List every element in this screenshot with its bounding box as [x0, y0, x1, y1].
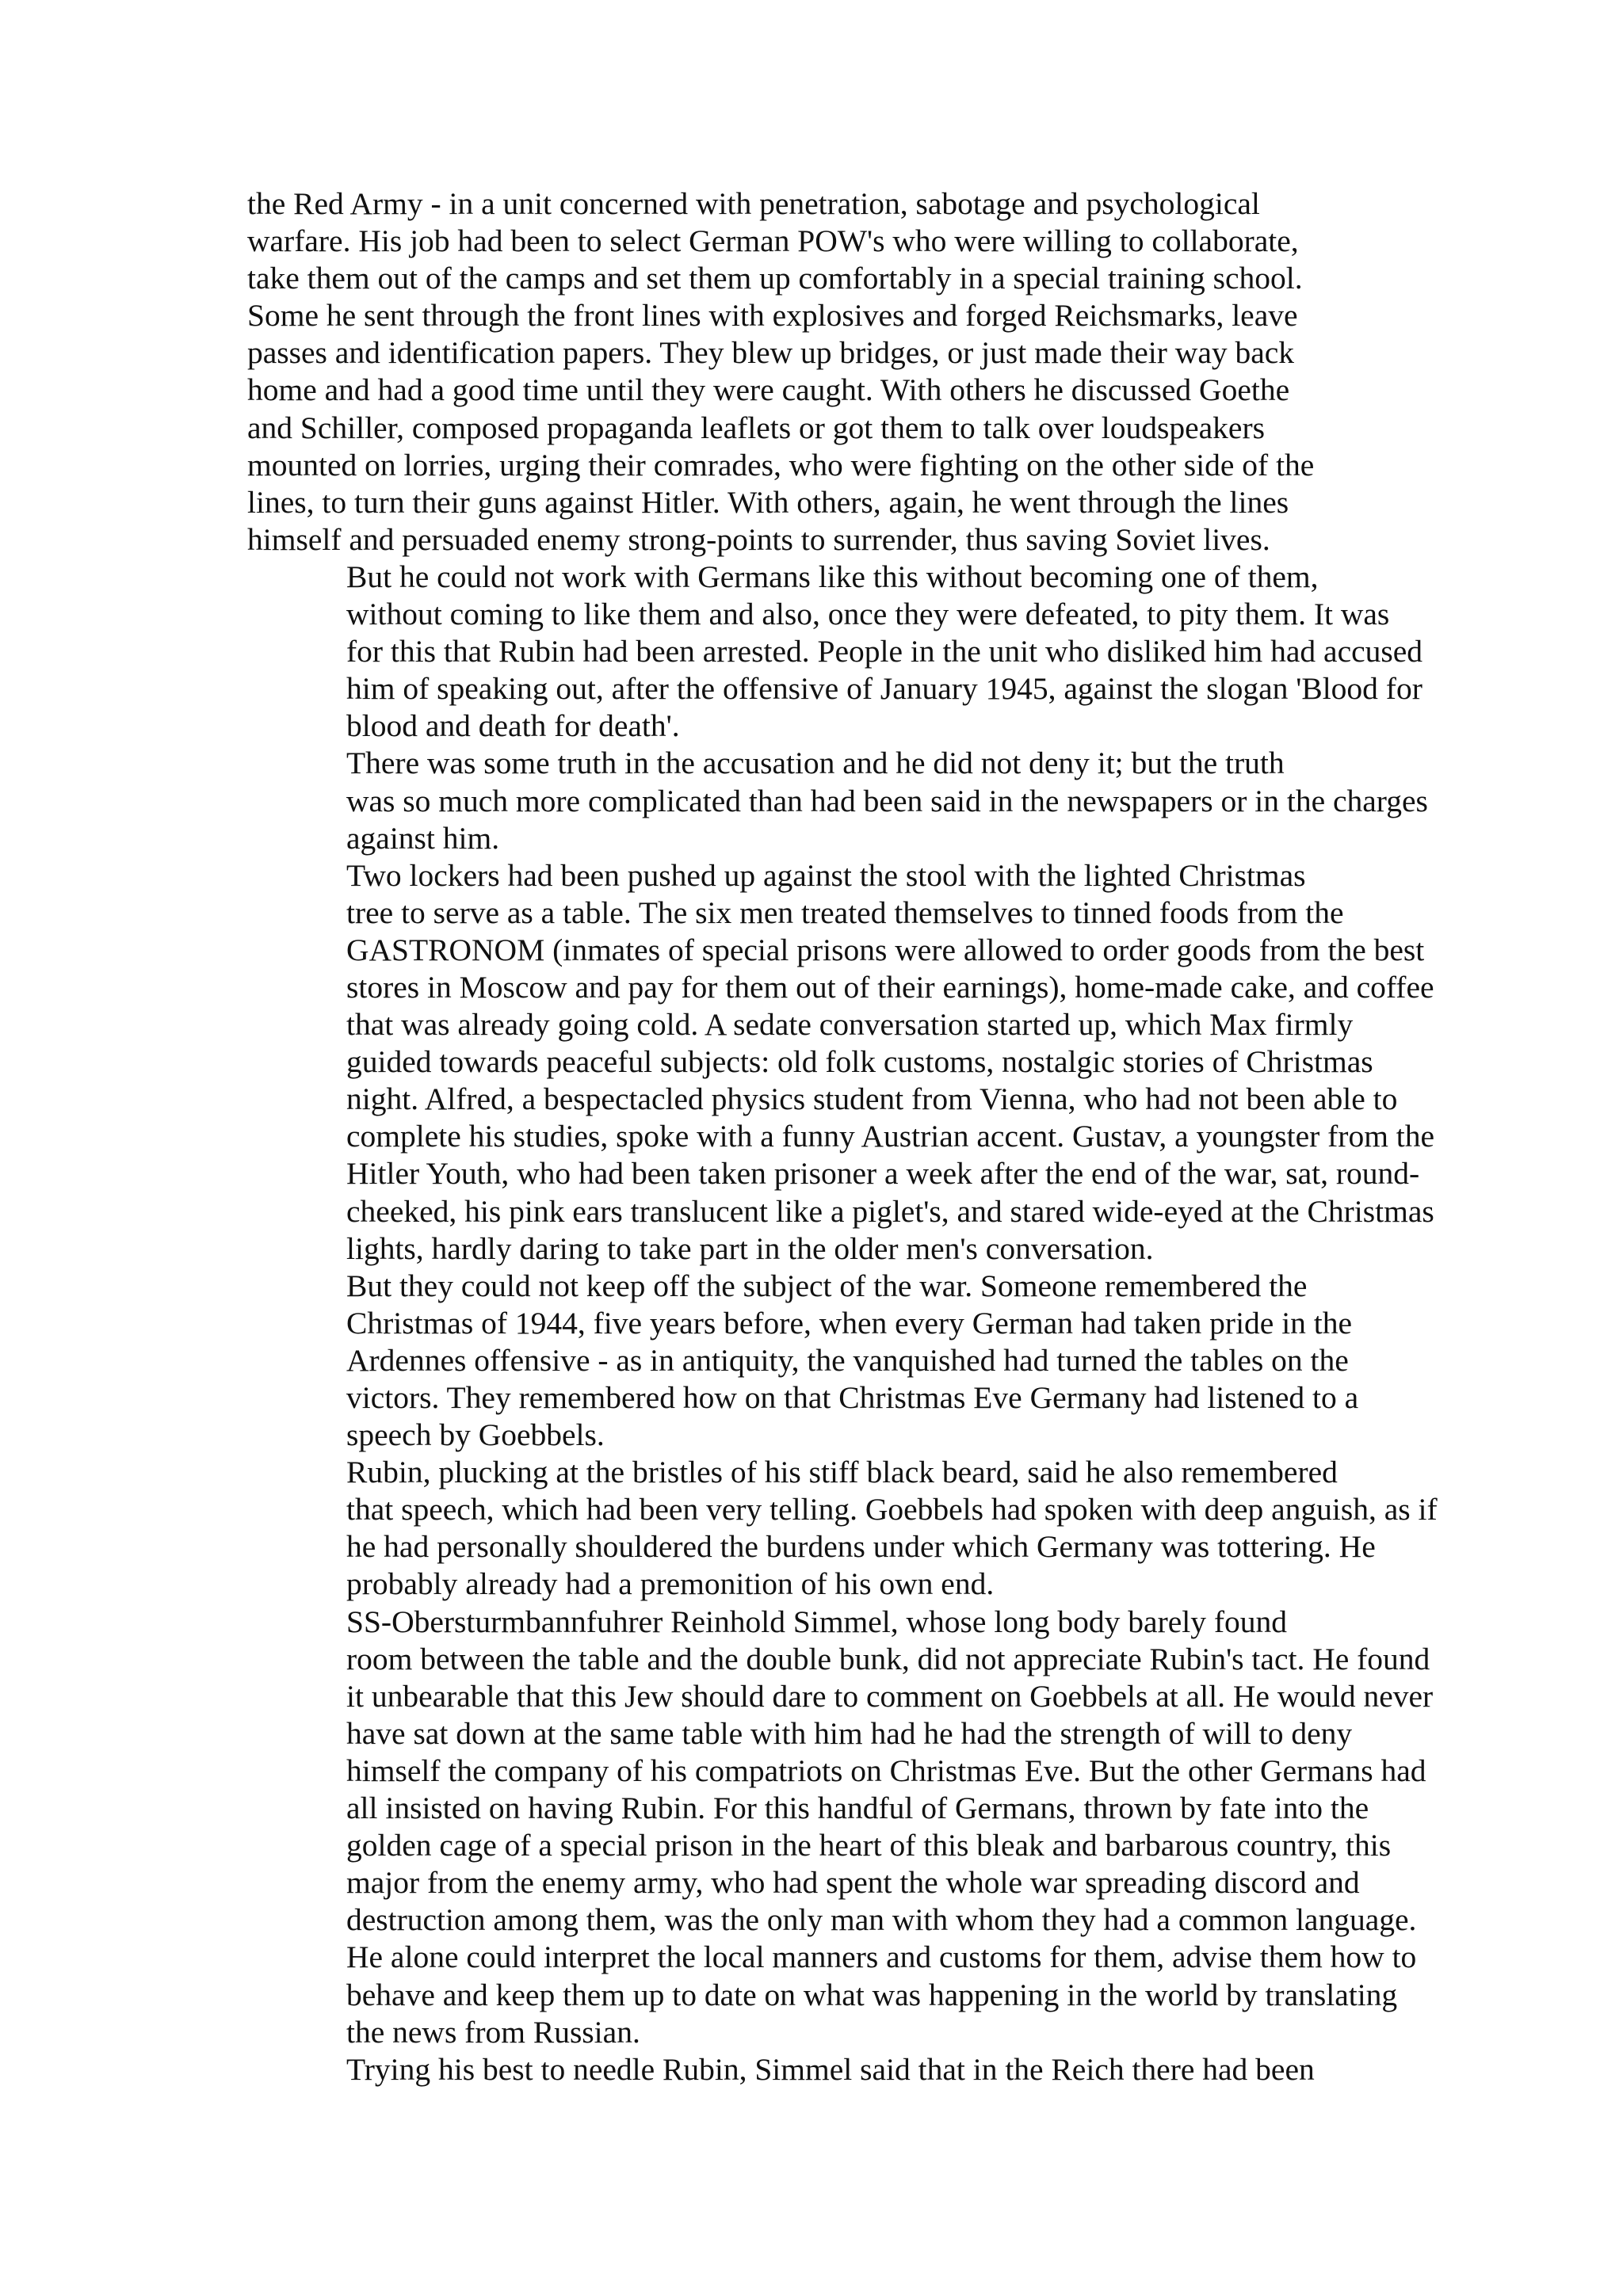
text-line: warfare. His job had been to select German POW's who were willing to collaborate, [247, 223, 1299, 259]
text-line: tree to serve as a table. The six men treated themselves to tinned foods from the [346, 894, 1344, 930]
text-line: GASTRONOM (inmates of special prisons were allowed to order goods from the best [346, 932, 1425, 967]
paragraph [247, 1604, 1434, 2051]
text-line: cheeked, his pink ears translucent like a piglet's, and stared wide-eyed at the Christmas [346, 1193, 1434, 1229]
text-line: Two lockers had been pushed up against the stool with the lighted Christmas [346, 857, 1306, 893]
text-line: Hitler Youth, who had been taken prisoner a week after the end of the war, sat, round- [346, 1156, 1420, 1192]
text-line: the news from Russian. [346, 2014, 640, 2050]
text-line: and Schiller, composed propaganda leaflets or got them to talk over loudspeakers [247, 410, 1265, 445]
text-line: blood and death for death'. [346, 708, 680, 744]
text-line: probably already had a premonition of his own end. [346, 1566, 995, 1602]
text-line: him of speaking out, after the offensive of January 1945, against the slogan 'Blood for [346, 671, 1423, 707]
text-line: without coming to like them and also, once they were defeated, to pity them. It was [346, 597, 1390, 632]
paragraph [247, 559, 1423, 745]
text-line: SS-Obersturmbannfuhrer Reinhold Simmel, whose long body barely found [346, 1604, 1288, 1639]
text-line: all insisted on having Rubin. For this handful of Germans, thrown by fate into the [346, 1791, 1369, 1826]
text-line: guided towards peaceful subjects: old folk customs, nostalgic stories of Christmas [346, 1044, 1373, 1080]
text-line: behave and keep them up to date on what was happening in the world by translating [346, 1977, 1398, 2012]
text-line: stores in Moscow and pay for them out of their earnings), home-made cake, and coffee [346, 969, 1434, 1005]
paragraph [247, 185, 1398, 559]
text-line: Ardennes offensive - as in antiquity, the vanquished had turned the tables on the [346, 1342, 1349, 1378]
text-line: was so much more complicated than had been said in the newspapers or in the charges [346, 783, 1428, 818]
text-line: against him. [346, 820, 500, 856]
text-line: himself the company of his compatriots on Christmas Eve. But the other Germans had [346, 1753, 1426, 1788]
text-line: speech by Goebbels. [346, 1417, 605, 1453]
text-line: have sat down at the same table with him had he had the strength of will to deny [346, 1715, 1353, 1751]
paragraph [247, 857, 1435, 1268]
text-line: room between the table and the double bunk, did not appreciate Rubin's tact. He found [346, 1641, 1430, 1676]
text-line: Rubin, plucking at the bristles of his stiff black beard, said he also remembered [346, 1455, 1338, 1490]
text-line: destruction among them, was the only man with whom they had a common language. [346, 1902, 1417, 1938]
paragraph [247, 1454, 1438, 1603]
text-line: he had personally shouldered the burdens under which Germany was tottering. He [346, 1529, 1376, 1565]
text-line: the Red Army - in a unit concerned with penetration, sabotage and psychological [247, 186, 1260, 221]
text-line: himself and persuaded enemy strong-points to surrender, thus saving Soviet lives. [247, 521, 1270, 557]
text-line: complete his studies, spoke with a funny Austrian accent. Gustav, a youngster from the [346, 1119, 1435, 1154]
text-line: But they could not keep off the subject of the war. Someone remembered the [346, 1268, 1308, 1303]
text-line: that was already going cold. A sedate conversation started up, which Max firmly [346, 1007, 1354, 1043]
paragraph [247, 745, 1428, 856]
text-line: Trying his best to needle Rubin, Simmel said that in the Reich there had been [346, 2051, 1315, 2087]
text-line: lines, to turn their guns against Hitler. With others, again, he went through the lines [247, 484, 1289, 520]
text-line: golden cage of a special prison in the heart of this bleak and barbarous country, this [346, 1828, 1392, 1863]
text-line: home and had a good time until they were caught. With others he discussed Goethe [247, 372, 1290, 408]
text-line: victors. They remembered how on that Christmas Eve Germany had listened to a [346, 1380, 1359, 1415]
text-line: He alone could interpret the local manners and customs for them, advise them how to [346, 1939, 1417, 1975]
paragraph [247, 1268, 1398, 1454]
text-line: that speech, which had been very telling. Goebbels had spoken with deep anguish, as if [346, 1492, 1438, 1527]
text-line: Christmas of 1944, five years before, when every German had taken pride in the [346, 1305, 1353, 1341]
text-line: for this that Rubin had been arrested. People in the unit who disliked him had accused [346, 634, 1423, 669]
text-line: Some he sent through the front lines with explosives and forged Reichsmarks, leave [247, 298, 1298, 334]
text-line: it unbearable that this Jew should dare to comment on Goebbels at all. He would never [346, 1678, 1434, 1714]
text-line: mounted on lorries, urging their comrades, who were fighting on the other side of the [247, 447, 1315, 482]
text-line: But he could not work with Germans like this without becoming one of them, [346, 559, 1319, 594]
text-line: lights, hardly daring to take part in the older men's conversation. [346, 1230, 1154, 1266]
paragraph [247, 2051, 1398, 2088]
text-line: night. Alfred, a bespectacled physics student from Vienna, who had not been able to [346, 1081, 1398, 1117]
text-line: major from the enemy army, who had spent the whole war spreading discord and [346, 1865, 1360, 1901]
text-line: passes and identification papers. They blew up bridges, or just made their way back [247, 335, 1295, 371]
text-line: take them out of the camps and set them up comfortably in a special training school. [247, 261, 1303, 296]
body-text [247, 185, 1438, 2088]
text-line: There was some truth in the accusation and he did not deny it; but the truth [346, 746, 1285, 781]
